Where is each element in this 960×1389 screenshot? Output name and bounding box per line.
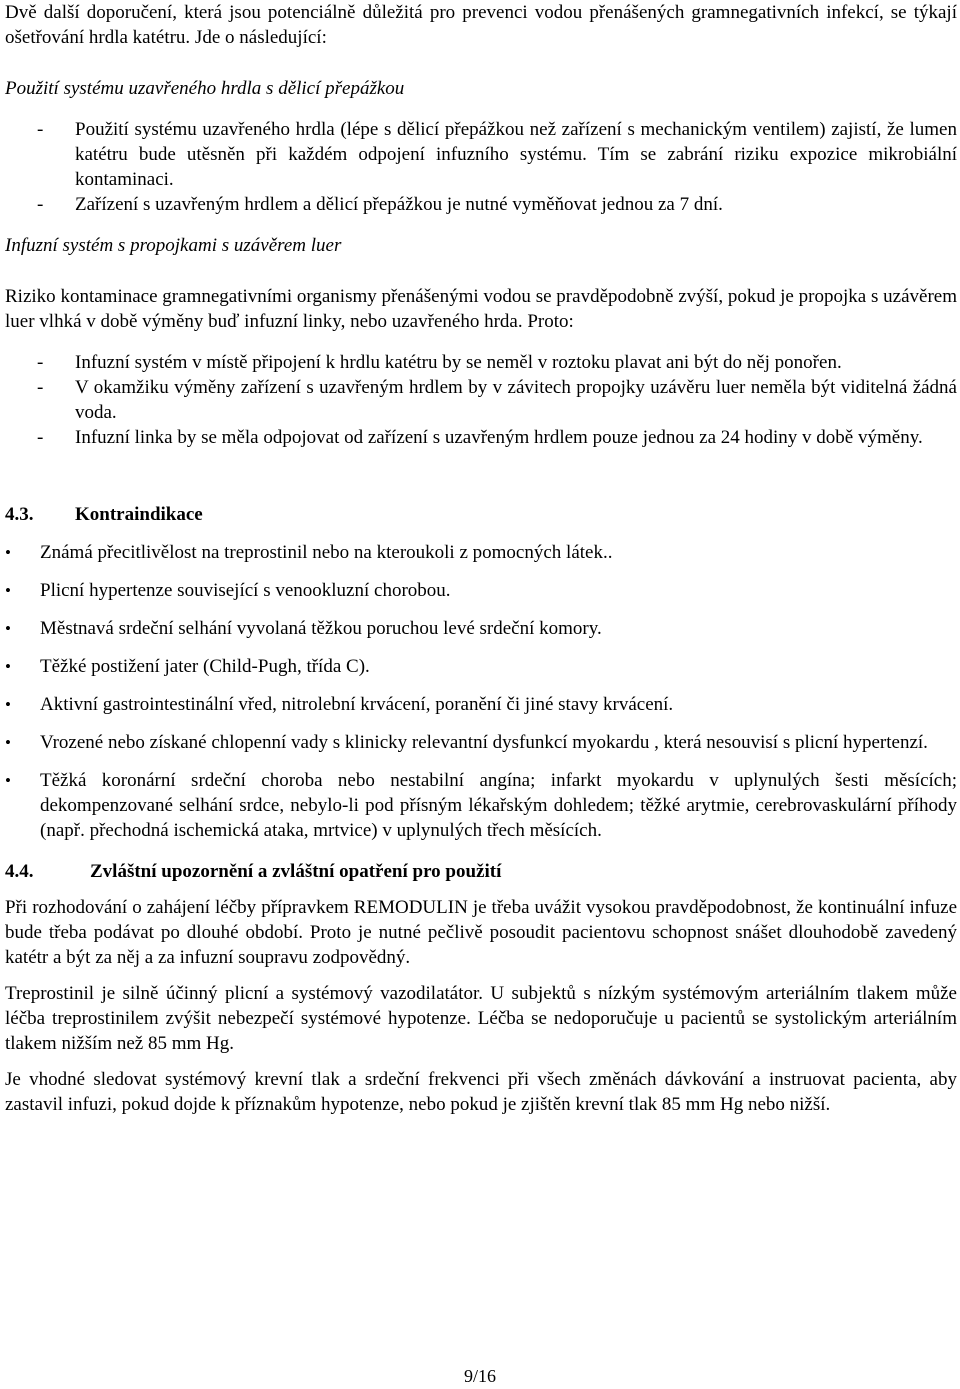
- section-number: 4.4.: [5, 861, 34, 882]
- section-4-3-heading: [5, 502, 957, 527]
- section-title: Kontraindikace: [75, 504, 203, 525]
- body-paragraph: Treprostinil je silně účinný plicní a systémový vazodilatátor. U subjektů s nízkým systémovým arteriálním tlakem může léčba treprostinilem zvýšit nebezpečí systémové hypotenze. Léčba se nedoporučuje u pacientů se systolickým arteriálním tlakem nižším než 85 mm Hg.: [5, 983, 957, 1054]
- list-item-text: Zařízení s uzavřeným hrdlem a dělicí přepážkou je nutné vyměňovat jednou za 7 dní.: [75, 194, 723, 215]
- list-item-text: Plicní hypertenze související s venookluzní chorobou.: [40, 580, 451, 601]
- list-item-text: Aktivní gastrointestinální vřed, nitrolební krvácení, poranění či jiné stavy krvácení.: [40, 694, 674, 715]
- section-title: Zvláštní upozornění a zvláštní opatření pro použití: [90, 861, 502, 882]
- bullet-marker: •: [5, 733, 11, 752]
- intro-paragraph: Dvě další doporučení, která jsou potenciálně důležitá pro prevenci vodou přenášených gramnegativních infekcí, se týkají ošetřování hrdla katétru. Jde o následující:: [5, 2, 957, 48]
- page-number: 9/16: [463, 1366, 496, 1386]
- section-b-heading: Infuzní systém s propojkami s uzávěrem luer: [5, 235, 342, 256]
- section-number: 4.3.: [5, 504, 34, 525]
- list-item: [5, 654, 957, 679]
- contraindications-list: [5, 540, 957, 843]
- dash-marker: -: [37, 119, 44, 140]
- list-item-text: Infuzní systém v místě připojení k hrdlu katétru by se neměl v roztoku plavat ani být do něj ponořen.: [75, 352, 842, 373]
- list-item: [5, 350, 957, 375]
- list-item: [5, 730, 957, 755]
- body-paragraph: Je vhodné sledovat systémový krevní tlak a srdeční frekvenci při všech změnách dávkování a instruovat pacienta, aby zastavil infuzi, pokud dojde k příznakům hypotenze, nebo pokud je zjištěn krevní tlak 85 mm Hg nebo nižší.: [5, 1069, 957, 1115]
- list-item: [5, 616, 957, 641]
- dash-marker: -: [37, 352, 44, 373]
- bullet-marker: •: [5, 695, 11, 714]
- list-item-text: V okamžiku výměny zařízení s uzavřeným hrdlem by v závitech propojky uzávěru luer neměla být viditelná žádná voda.: [75, 377, 957, 423]
- bullet-marker: •: [5, 619, 11, 638]
- bullet-marker: •: [5, 771, 11, 790]
- list-item-text: Použití systému uzavřeného hrdla (lépe s dělicí přepážkou než zařízení s mechanickým ventilem) zajistí, že lumen katétru bude utěsněn při každém odpojení infuzního systému. Tím se zabrání riziku expozice mikrobiální kontaminaci.: [75, 119, 957, 190]
- bullet-marker: •: [5, 581, 11, 600]
- list-item-text: Infuzní linka by se měla odpojovat od zařízení s uzavřeným hrdlem pouze jednou za 24 hodiny v době výměny.: [75, 427, 923, 448]
- dash-marker: -: [37, 194, 44, 215]
- section-b-paragraph: Riziko kontaminace gramnegativními organismy přenášenými vodou se pravděpodobně zvýší, pokud je propojka s uzávěrem luer vlhká v době výměny buď infuzní linky, nebo uzavřeného hrda. Proto:: [5, 286, 957, 332]
- section-a-list: [5, 117, 957, 217]
- list-item-text: Městnavá srdeční selhání vyvolaná těžkou poruchou levé srdeční komory.: [40, 618, 602, 639]
- list-item-text: Těžké postižení jater (Child-Pugh, třída C).: [40, 656, 370, 677]
- list-item: [5, 425, 957, 450]
- list-item: [5, 692, 957, 717]
- list-item-text: Vrozené nebo získané chlopenní vady s klinicky relevantní dysfunkcí myokardu , která nesouvisí s plicní hypertenzí.: [40, 732, 928, 753]
- body-paragraph: Při rozhodování o zahájení léčby přípravkem REMODULIN je třeba uvážit vysokou pravděpodobnost, že kontinuální infuze bude třeba podávat po dlouhé období. Proto je nutné pečlivě posoudit pacientovu schopnost snášet dlouhodobě zavedený katétr a být za něj a za infuzní soupravu zodpovědný.: [5, 897, 957, 968]
- list-item: [5, 540, 957, 565]
- section-4-4-heading: [5, 859, 957, 884]
- list-item-text: Těžká koronární srdeční choroba nebo nestabilní angína; infarkt myokardu v uplynulých šesti měsících; dekompenzované selhání srdce, nebylo-li pod přísným lékařským dohledem; těžké arytmie, cerebrovaskulární příhody (např. přechodná ischemická ataka, mrtvice) v uplynulých třech měsících.: [40, 770, 957, 841]
- list-item: [5, 578, 957, 603]
- bullet-marker: •: [5, 543, 11, 562]
- section-b-list: [5, 350, 957, 450]
- list-item-text: Známá přecitlivělost na treprostinil nebo na kteroukoli z pomocných látek..: [40, 542, 613, 563]
- section-a-heading: Použití systému uzavřeného hrdla s dělicí přepážkou: [5, 78, 405, 99]
- bullet-marker: •: [5, 657, 11, 676]
- list-item: [5, 117, 957, 192]
- list-item: [5, 768, 957, 843]
- list-item: [5, 192, 957, 217]
- list-item: [5, 375, 957, 425]
- dash-marker: -: [37, 427, 44, 448]
- dash-marker: -: [37, 377, 44, 398]
- document-page: [5, 0, 957, 1117]
